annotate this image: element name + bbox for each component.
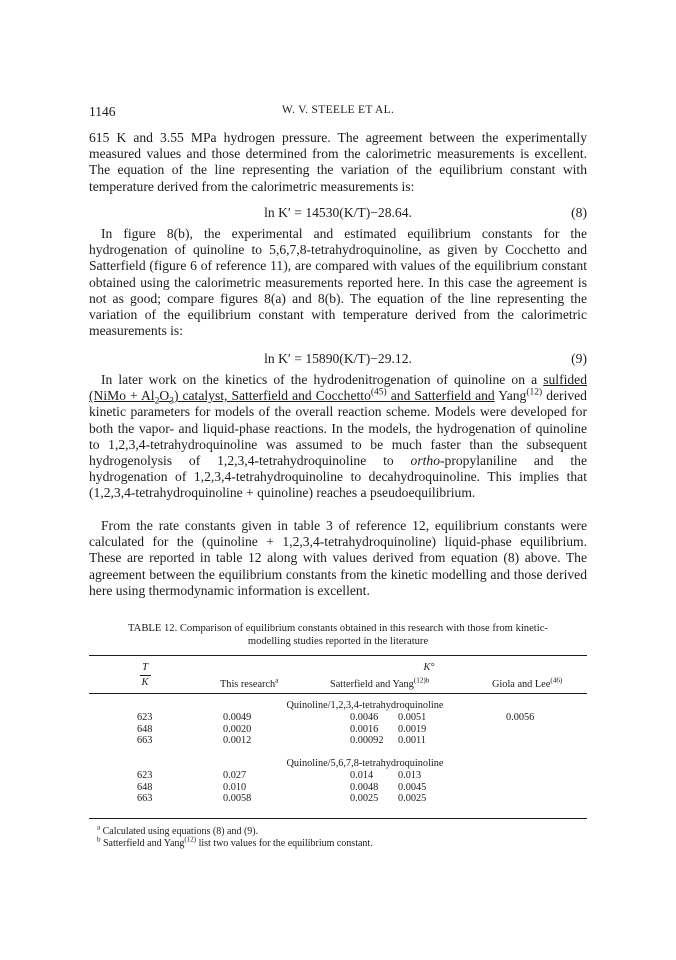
paragraph-1: 615 K and 3.55 MPa hydrogen pressure. The agreement between the experimentally measured values and those determined from the calorimetric measurements is excellent. The equation of the line representing the variation of the equilibrium constant with temperature derived from the calorimetric measurements is: bbox=[89, 130, 587, 194]
ref-12: (12) bbox=[526, 387, 543, 398]
catalyst-sub-1: 2 bbox=[154, 396, 160, 407]
header-T-numerator: T bbox=[142, 662, 148, 673]
cell-satterfield-2: 0.0011 bbox=[398, 735, 426, 746]
equation-8-number: (8) bbox=[571, 205, 587, 220]
cell-this-research: 0.010 bbox=[223, 781, 247, 793]
equation-9 bbox=[89, 351, 587, 368]
cell-satterfield-2: 0.0025 bbox=[398, 793, 427, 804]
table-top-rule bbox=[89, 655, 587, 656]
catalyst-prefix: sulfided (NiMo + Al bbox=[89, 372, 587, 404]
cell-satterfield-2: 0.013 bbox=[398, 770, 422, 781]
table-bottom-rule bbox=[89, 818, 587, 819]
fraction-bar bbox=[140, 675, 151, 676]
footnote-a-mark: a bbox=[97, 823, 101, 832]
equation-8-expression: ln K′ = 14530(K/T)−28.64. bbox=[264, 205, 412, 220]
cell-this-research: 0.0012 bbox=[223, 735, 252, 746]
table-caption-line-2: modelling studies reported in the literature bbox=[247, 636, 429, 647]
paragraph-3 bbox=[89, 372, 587, 502]
p3-text-a: In later work on the kinetics of the hydrodenitrogenation of quinoline on a bbox=[101, 372, 544, 387]
running-head: W. V. STEELE ET AL. bbox=[281, 104, 395, 116]
page-number: 1146 bbox=[89, 104, 116, 119]
page-header bbox=[89, 104, 587, 122]
header-temperature bbox=[130, 662, 160, 688]
cell-temperature: 648 bbox=[137, 781, 153, 793]
col-satterfield-yang bbox=[330, 676, 430, 691]
cell-satterfield-2: 0.0051 bbox=[398, 712, 427, 723]
and-text: and Satterfield and bbox=[386, 388, 495, 404]
cell-satterfield-1: 0.0016 bbox=[350, 723, 379, 735]
cell-this-research: 0.0020 bbox=[223, 723, 252, 735]
col-giola-lee bbox=[492, 676, 563, 691]
col-this-research-mark: a bbox=[275, 676, 279, 685]
footnote-a-text: Calculated using equations (8) and (9). bbox=[102, 826, 259, 837]
footnote-b bbox=[97, 835, 373, 850]
cell-temperature: 663 bbox=[137, 735, 153, 746]
footnote-a bbox=[97, 823, 259, 838]
footnote-b-pre: Satterfield and Yang bbox=[103, 838, 185, 849]
section-2-title: Quinoline/5,6,7,8-tetrahydroquinoline bbox=[286, 758, 444, 769]
footnote-b-post: list two values for the equilibrium constant. bbox=[196, 838, 373, 849]
section-1-title: Quinoline/1,2,3,4-tetrahydroquinoline bbox=[286, 700, 444, 711]
equation-9-expression: ln K′ = 15890(K/T)−29.12. bbox=[264, 351, 412, 366]
footnote-b-mark: b bbox=[97, 835, 101, 844]
col-giola-ref: (46) bbox=[550, 676, 563, 685]
catalyst-suffix: ) catalyst, Satterfield and Cocchetto bbox=[173, 388, 371, 404]
cell-temperature: 648 bbox=[137, 723, 153, 735]
col-giola-text: Giola and Lee bbox=[492, 679, 551, 690]
catalyst-sub-2: 3 bbox=[169, 396, 174, 407]
cell-temperature: 623 bbox=[137, 712, 153, 723]
cell-this-research: 0.0049 bbox=[223, 712, 252, 723]
cell-satterfield-1: 0.014 bbox=[350, 770, 374, 781]
p3-text-b: derived kinetic parameters for models of the overall reaction scheme. Models were developed for both the vapor- and liquid-phase reactions. In the models, the hydrogenation of quinoline to 1,2,3,4-tetrahydroquinoline was assumed to be much faster than the subsequent hydrogenolysis of 1,2,3,4-tetrahydroquinoline to bbox=[89, 388, 587, 469]
table-header-rule bbox=[89, 693, 587, 694]
ref-45: (45) bbox=[370, 387, 387, 398]
cell-satterfield-2: 0.0045 bbox=[398, 781, 427, 793]
col-satterfield-text: Satterfield and Yang bbox=[330, 679, 414, 690]
table-caption bbox=[89, 622, 587, 648]
col-this-research bbox=[220, 676, 279, 691]
header-K-text: K° bbox=[423, 662, 435, 673]
col-satterfield-ref: (12)b bbox=[413, 676, 430, 685]
cell-satterfield-1: 0.0046 bbox=[350, 712, 379, 723]
equation-8 bbox=[89, 205, 587, 222]
footnote-b-ref: (12) bbox=[184, 835, 197, 844]
cell-this-research: 0.0058 bbox=[223, 793, 252, 804]
equation-9-number: (9) bbox=[571, 351, 587, 366]
paragraph-4: From the rate constants given in table 3 of reference 12, equilibrium constants were calculated for the (quinoline + 1,2,3,4-tetrahydroquinoline) liquid-phase equilibrium. These are reported in table 12 along with values derived from equation (8) above. The agreement between the equilibrium constants from the kinetic modelling and those derived here using thermodynamic information is excellent. bbox=[89, 518, 587, 598]
cell-temperature: 663 bbox=[137, 793, 153, 804]
table-caption-line-1: TABLE 12. Comparison of equilibrium constants obtained in this research with those from kinetic- bbox=[128, 623, 548, 634]
cell-this-research: 0.027 bbox=[223, 770, 247, 781]
cell-satterfield-2: 0.0019 bbox=[398, 723, 427, 735]
header-T-denominator: K bbox=[141, 677, 149, 688]
p3-text-c: -propylaniline and the hydrogenation of 1,2,3,4-tetrahydroquinoline to decahydroquinoline. This implies that (1,2,3,4-tetrahydroquinoline + quinoline) reaches a pseudoequilibrium. bbox=[89, 453, 587, 501]
header-K-degree bbox=[404, 662, 454, 674]
cell-satterfield-1: 0.0048 bbox=[350, 781, 379, 793]
catalyst-mid: O bbox=[159, 388, 170, 404]
yang-name: Yang bbox=[498, 388, 527, 404]
cell-satterfield-1: 0.0025 bbox=[350, 793, 379, 804]
col-this-research-text: This research bbox=[220, 679, 276, 690]
cell-satterfield-1: 0.00092 bbox=[350, 735, 384, 746]
cell-giola-lee: 0.0056 bbox=[506, 712, 535, 723]
cell-temperature: 623 bbox=[137, 770, 153, 781]
ortho-prefix: ortho bbox=[410, 453, 441, 469]
paragraph-2: In figure 8(b), the experimental and estimated equilibrium constants for the hydrogenation of quinoline to 5,6,7,8-tetrahydroquinoline, as given by Cocchetto and Satterfield (figure 6 of reference 11), are compared with values of the equilibrium constant obtained using the calorimetric measurements reported here. In this case the agreement is not as good; compare figures 8(a) and 8(b). The equation of the line representing the variation of the equilibrium constant with temperature derived from the calorimetric measurements is: bbox=[89, 226, 587, 339]
